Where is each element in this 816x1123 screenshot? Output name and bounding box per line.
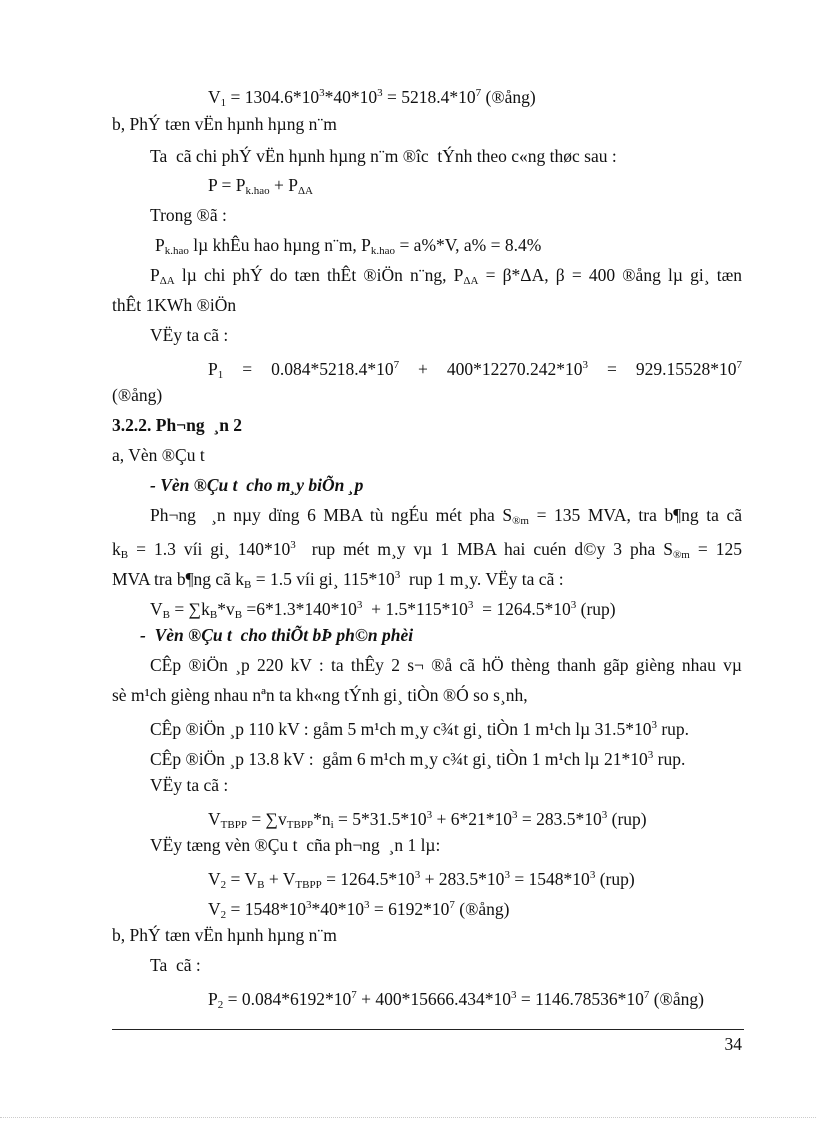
footer-rule [112,1029,744,1030]
text-line-l12: 3.2.2. Ph¬ng ¸n 2 [112,415,243,435]
text-line-l20: CÊp ®iÖn ¸p 220 kV : ta thÊy 2 s¬ ®å cã hÖ thèng thanh gãp gièng nhau vµ [150,655,742,675]
text-line-l19: - Vèn ®Çu t cho thiÕt bÞ ph©n phèi [140,625,414,645]
text-line-l13: a, Vèn ®Çu t [112,445,205,465]
text-line-l02: b, PhÝ tæn vËn hµnh hµng n¨m [112,114,337,134]
text-line-l08: thÊt 1KWh ®iÖn [112,295,237,315]
text-line-l10: $P_1 = 0.084*5218.4*10^7 + 400*12270.242*10^3 = 929.15528*10^7$ [208,359,743,381]
text-line-l14: - Vèn ®Çu t cho m¸y biÕn ¸p [150,475,364,495]
text-line-l21: sè m¹ch gièng nhau nªn ta kh«ng tÝnh gi¸ tiÒn ®Ó so s¸nh, [112,685,528,705]
text-line-l23: CÊp ®iÖn ¸p 13.8 kV : gåm 6 m¹ch m¸y c¾t gi¸ tiÒn 1 m¹ch lµ $21*10^3$ rup. [150,749,686,769]
text-line-l11: (®ång) [112,385,163,405]
text-line-l28: $V_2 = 1548*10^3*40*10^3 = 6192*10^7$ (®ång) [208,899,510,921]
text-line-l03: Ta cã chi phÝ vËn hµnh hµng n¨m ®îc tÝnh theo c«ng thøc sau : [150,146,617,166]
text-line-l09: VËy ta cã : [150,325,229,345]
text-line-l01: $V_1 = 1304.6*10^3*40*10^3 = 5218.4*10^7$ (®ång) [208,87,536,109]
text-line-l04: $P = P_{k.hao} + P_{\Delta A}$ [208,175,313,197]
text-line-l15: Ph¬ng ¸n nµy dïng 6 MBA tù ngÉu mét pha $S_{®m} = 135$ MVA, tra b¶ng ta cã [150,505,742,527]
text-line-l17: MVA tra b¶ng cã $k_B = 1.5$ víi gi¸ $115*10^3$ rup 1 m¸y. VËy ta cã : [112,569,564,591]
text-line-l18: $V_B = \sum k_B*v_B =6*1.3*140*10^3 + 1.5*115*10^3 = 1264.5*10^3$ (rup) [150,599,616,621]
text-line-l22: CÊp ®iÖn ¸p 110 kV : gåm 5 m¹ch m¸y c¾t gi¸ tiÒn 1 m¹ch lµ $31.5*10^3$ rup. [150,719,690,739]
text-line-l26: VËy tæng vèn ®Çu t cña ph¬ng ¸n 1 lµ: [150,835,441,855]
text-line-l30: Ta cã : [150,955,201,975]
text-line-l05: Trong ®ã : [150,205,227,225]
page-edge [0,1117,816,1118]
page-number: 34 [724,1034,742,1054]
text-line-l24: VËy ta cã : [150,775,229,795]
text-line-l06: $P_{k.hao}$ lµ khÊu hao hµng n¨m, $P_{k.hao} = a\%*V$, a% = 8.4% [155,235,542,257]
text-line-l27: $V_2 = V_B + V_{TBPP} = 1264.5*10^3 + 283.5*10^3 = 1548*10^3$ (rup) [208,869,635,891]
text-line-l31: $P_2 = 0.084*6192*10^7 + 400*15666.434*10^3 = 1146.78536*10^7$ (®ång) [208,989,704,1011]
text-line-l16: $k_B = 1.3$ víi gi¸ $140*10^3$ rup mét m¸y vµ 1 MBA hai cuén d©y 3 pha $S_{®m} = 125$ [112,539,742,561]
text-line-l29: b, PhÝ tæn vËn hµnh hµng n¨m [112,925,337,945]
text-line-l07: $P_{\Delta A}$ lµ chi phÝ do tæn thÊt ®iÖn n¨ng, $P_{\Delta A} = \beta*\Delta A$, β = 400 ®ång lµ gi¸ tæn [150,265,742,287]
text-line-l25: $V_{TBPP} = \sum v_{TBPP}*n_i = 5*31.5*10^3 + 6*21*10^3 = 283.5*10^3$ (rup) [208,809,647,831]
